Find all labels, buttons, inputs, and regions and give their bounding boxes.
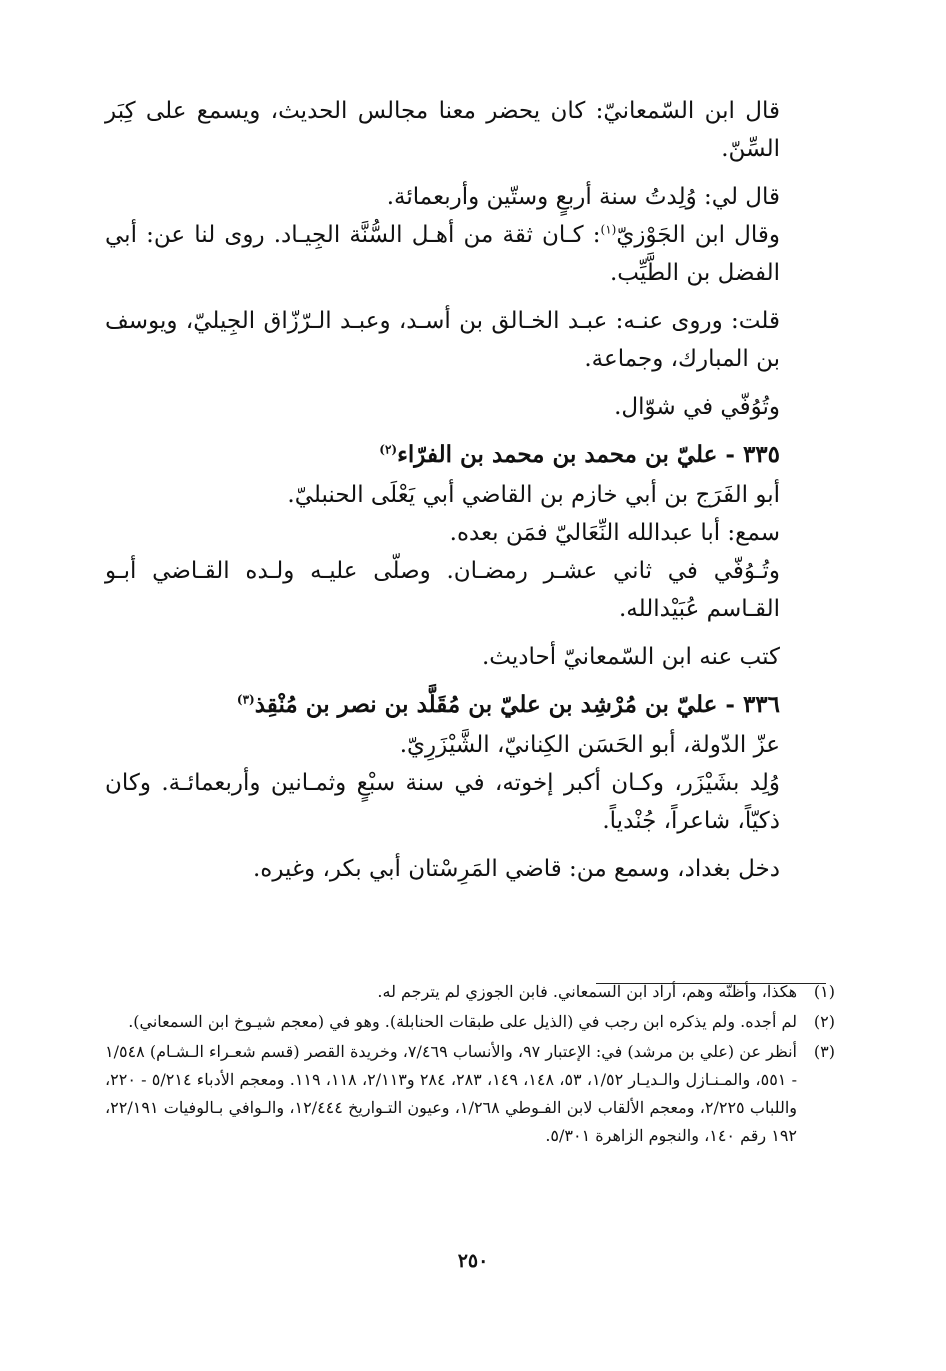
footnote-number: (٣) [813,1042,835,1061]
paragraph: وتُـوُفّي في ثاني عشـر رمضـان. وصلّى عليـه ولـده القـاضي أبـو القـاسم عُبَيْدالله. [105,558,780,622]
paragraph-text: وقال ابن الجَوْزيّ [616,222,781,248]
footnote-ref-2: (٢) [379,442,398,457]
footnote [105,1008,835,1036]
paragraph-text: : كـان ثقة من أهـل السُّنَّة الجِيـاد. روى لنا عن: أبي الفضل بن الطَّيِّب. [105,222,780,286]
paragraph: أبو الفَرَج بن أبي خازم بن القاضي أبي يَعْلَى الحنبليّ. [287,482,780,508]
paragraph: دخل بغداد، وسمع من: قاضي المَرِسْتان أبي بكر، وغيره. [253,856,780,882]
entry-title: ٣٣٦ - عليّ بن مُرْشِد بن عليّ بن مُقَلَّد بن نصر بن مُنْقِذ [254,691,780,718]
footnote-ref-1: (١) [600,222,617,237]
entry-heading-335 [105,436,820,474]
paragraph [105,216,820,292]
footnote-text: هكذا، وأظنّه وهم، أراد ابن السمعاني. فابن الجوزي لم يترجم له. [377,982,797,1001]
paragraph: وتُوُفّي في شوّال. [614,394,780,420]
paragraph: وُلِد بشَيْزَر، وكـان أكبر إخوته، في سنة سبْعٍ وثمـانين وأربعمائـة. وكان ذكيّاً، شاعراً، جُنْدياً. [105,770,780,834]
footnote-number: (٢) [813,1012,835,1031]
entry-title: ٣٣٥ - عليّ بن محمد بن محمد بن الفرّاء [397,441,780,468]
entry-heading-336 [105,686,820,724]
footnotes [105,978,835,1152]
footnote [105,1038,835,1150]
paragraph: قلت: وروى عنـه: عبـد الخـالق بن أسـد، وعبـد الـرّزّاق الجِيليّ، ويوسف بن المبارك، وجماعة. [105,308,780,372]
footnote-text: لم أجده. ولم يذكره ابن رجب في (الذيل على طبقات الحنابلة). وهو في (معجم شيـوخ ابن السمعاني). [128,1012,797,1031]
paragraph: قال لي: وُلِدتُ سنة أربعٍ وستّين وأربعمائة. [386,184,780,210]
footnote [105,978,835,1006]
footnote-number: (١) [813,982,835,1001]
page-number: ٢٥٠ [457,1250,489,1272]
paragraph: عزّ الدّولة، أبو الحَسَن الكِنانيّ، الشَّيْزَرِيّ. [399,732,780,758]
paragraph: سمع: أبا عبدالله النِّعَاليّ فمَن بعده. [449,520,780,546]
footnote-ref-3: (٣) [236,692,255,707]
footnote-text: أنظر عن (علي بن مرشد) في: الإعتبار ٩٧، والأنساب ٧/٤٦٩، وخريدة القصر (قسم شعـراء الـشـام) ١/٥٤٨ - ٥٥١، والمـنـازل والـديـار ١/٥٢، ٥٣، ١٤٨، ١٤٩، ٢٨٣، ٢٨٤ و٢/١١٣، ١١٨، ١١٩. ومعجم الأدباء ٥/٢١٤ - ٢٢٠، واللباب ٢/٢٢٥، ومعجم الألقاب لابن الفـوطي ١/٢٦٨، وعيون التـواريخ ١٢/٤٤٤، والـوافي بـالوفيات ٢٢/١٩١، ١٩٢ رقم ١٤٠، والنجوم الزاهرة ٥/٣٠١. [105,1042,798,1145]
main-text [105,92,820,898]
paragraph: قال ابن السّمعانيّ: كان يحضر معنا مجالس الحديث، ويسمع على كِبَر السِّنّ. [105,98,780,162]
paragraph: كتب عنه ابن السّمعانيّ أحاديث. [481,644,780,670]
